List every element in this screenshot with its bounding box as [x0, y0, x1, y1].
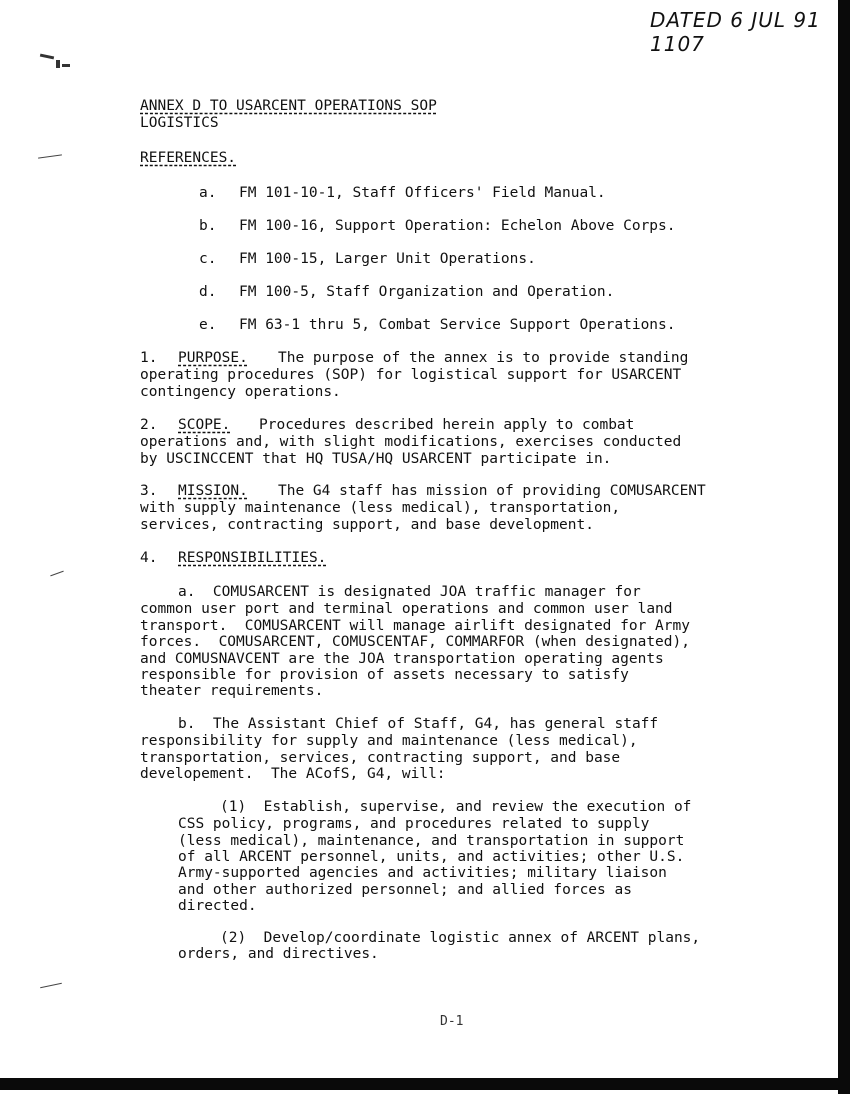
reference-letter: c. — [199, 251, 217, 267]
subpara-text: developement. The ACofS, G4, will: — [140, 766, 446, 782]
para-text: contingency operations. — [140, 384, 341, 400]
item-text: Army-supported agencies and activities; military liaison — [178, 865, 667, 881]
subpara-text: transport. COMUSARCENT will manage airlift designated for Army — [140, 618, 690, 634]
scan-mark — [40, 983, 62, 989]
scan-border-bottom — [0, 1078, 850, 1090]
item-text: CSS policy, programs, and procedures related to supply — [178, 816, 650, 832]
references-heading: REFERENCES. — [140, 150, 237, 166]
reference-letter: d. — [199, 284, 217, 300]
annex-title: ANNEX D TO USARCENT OPERATIONS SOP — [140, 98, 437, 114]
reference-text: FM 101-10-1, Staff Officers' Field Manual. — [239, 185, 606, 201]
subpara-text: common user port and terminal operations and common user land — [140, 601, 673, 617]
para-number: 4. — [140, 550, 158, 566]
reference-text: FM 100-15, Larger Unit Operations. — [239, 251, 536, 267]
subpara-text: theater requirements. — [140, 683, 324, 699]
item-text: directed. — [178, 898, 257, 914]
para-text: Procedures described herein apply to combat — [259, 417, 635, 433]
subpara-text: transportation, services, contracting support, and base — [140, 750, 621, 766]
para-text: The purpose of the annex is to provide standing — [278, 350, 689, 366]
reference-letter: b. — [199, 218, 217, 234]
reference-text: FM 63-1 thru 5, Combat Service Support Operations. — [239, 317, 676, 333]
scan-speck — [62, 64, 70, 67]
responsibilities-heading: RESPONSIBILITIES. — [178, 550, 327, 566]
scope-heading: SCOPE. — [178, 417, 231, 433]
para-text: The G4 staff has mission of providing COMUSARCENT — [278, 483, 706, 499]
reference-text: FM 100-5, Staff Organization and Operation. — [239, 284, 615, 300]
page-number: D-1 — [440, 1014, 464, 1029]
reference-letter: e. — [199, 317, 217, 333]
para-text: services, contracting support, and base development. — [140, 517, 594, 533]
para-text: operations and, with slight modifications, exercises conducted — [140, 434, 682, 450]
subpara-text: forces. COMUSARCENT, COMUSCENTAF, COMMARFOR (when designated), — [140, 634, 690, 650]
subpara-text: responsibility for supply and maintenance (less medical), — [140, 733, 638, 749]
reference-text: FM 100-16, Support Operation: Echelon Above Corps. — [239, 218, 676, 234]
item-text: and other authorized personnel; and allied forces as — [178, 882, 632, 898]
scan-speck — [56, 60, 60, 68]
handwritten-date-stamp: DATED 6 JUL 91 1107 — [650, 8, 821, 56]
para-text: operating procedures (SOP) for logistical support for USARCENT — [140, 367, 682, 383]
para-number: 3. — [140, 483, 158, 499]
item-text: (1) Establish, supervise, and review the execution of — [220, 799, 692, 815]
annex-subtitle: LOGISTICS — [140, 115, 219, 131]
scan-mark — [38, 154, 62, 158]
subpara-text: b. The Assistant Chief of Staff, G4, has general staff — [178, 716, 659, 732]
para-number: 1. — [140, 350, 158, 366]
subpara-text: and COMUSNAVCENT are the JOA transportation operating agents — [140, 651, 664, 667]
scan-mark — [50, 571, 63, 577]
scan-border-right — [838, 0, 850, 1094]
mission-heading: MISSION. — [178, 483, 248, 499]
para-text: by USCINCCENT that HQ TUSA/HQ USARCENT participate in. — [140, 451, 612, 467]
para-text: with supply maintenance (less medical), transportation, — [140, 500, 621, 516]
scan-speck — [40, 54, 54, 60]
para-number: 2. — [140, 417, 158, 433]
subpara-text: responsible for provision of assets necessary to satisfy — [140, 667, 629, 683]
item-text: (less medical), maintenance, and transportation in support — [178, 833, 685, 849]
purpose-heading: PURPOSE. — [178, 350, 248, 366]
subpara-text: a. COMUSARCENT is designated JOA traffic manager for — [178, 584, 641, 600]
item-text: (2) Develop/coordinate logistic annex of ARCENT plans, — [220, 930, 701, 946]
item-text: orders, and directives. — [178, 946, 379, 962]
reference-letter: a. — [199, 185, 217, 201]
item-text: of all ARCENT personnel, units, and activities; other U.S. — [178, 849, 685, 865]
